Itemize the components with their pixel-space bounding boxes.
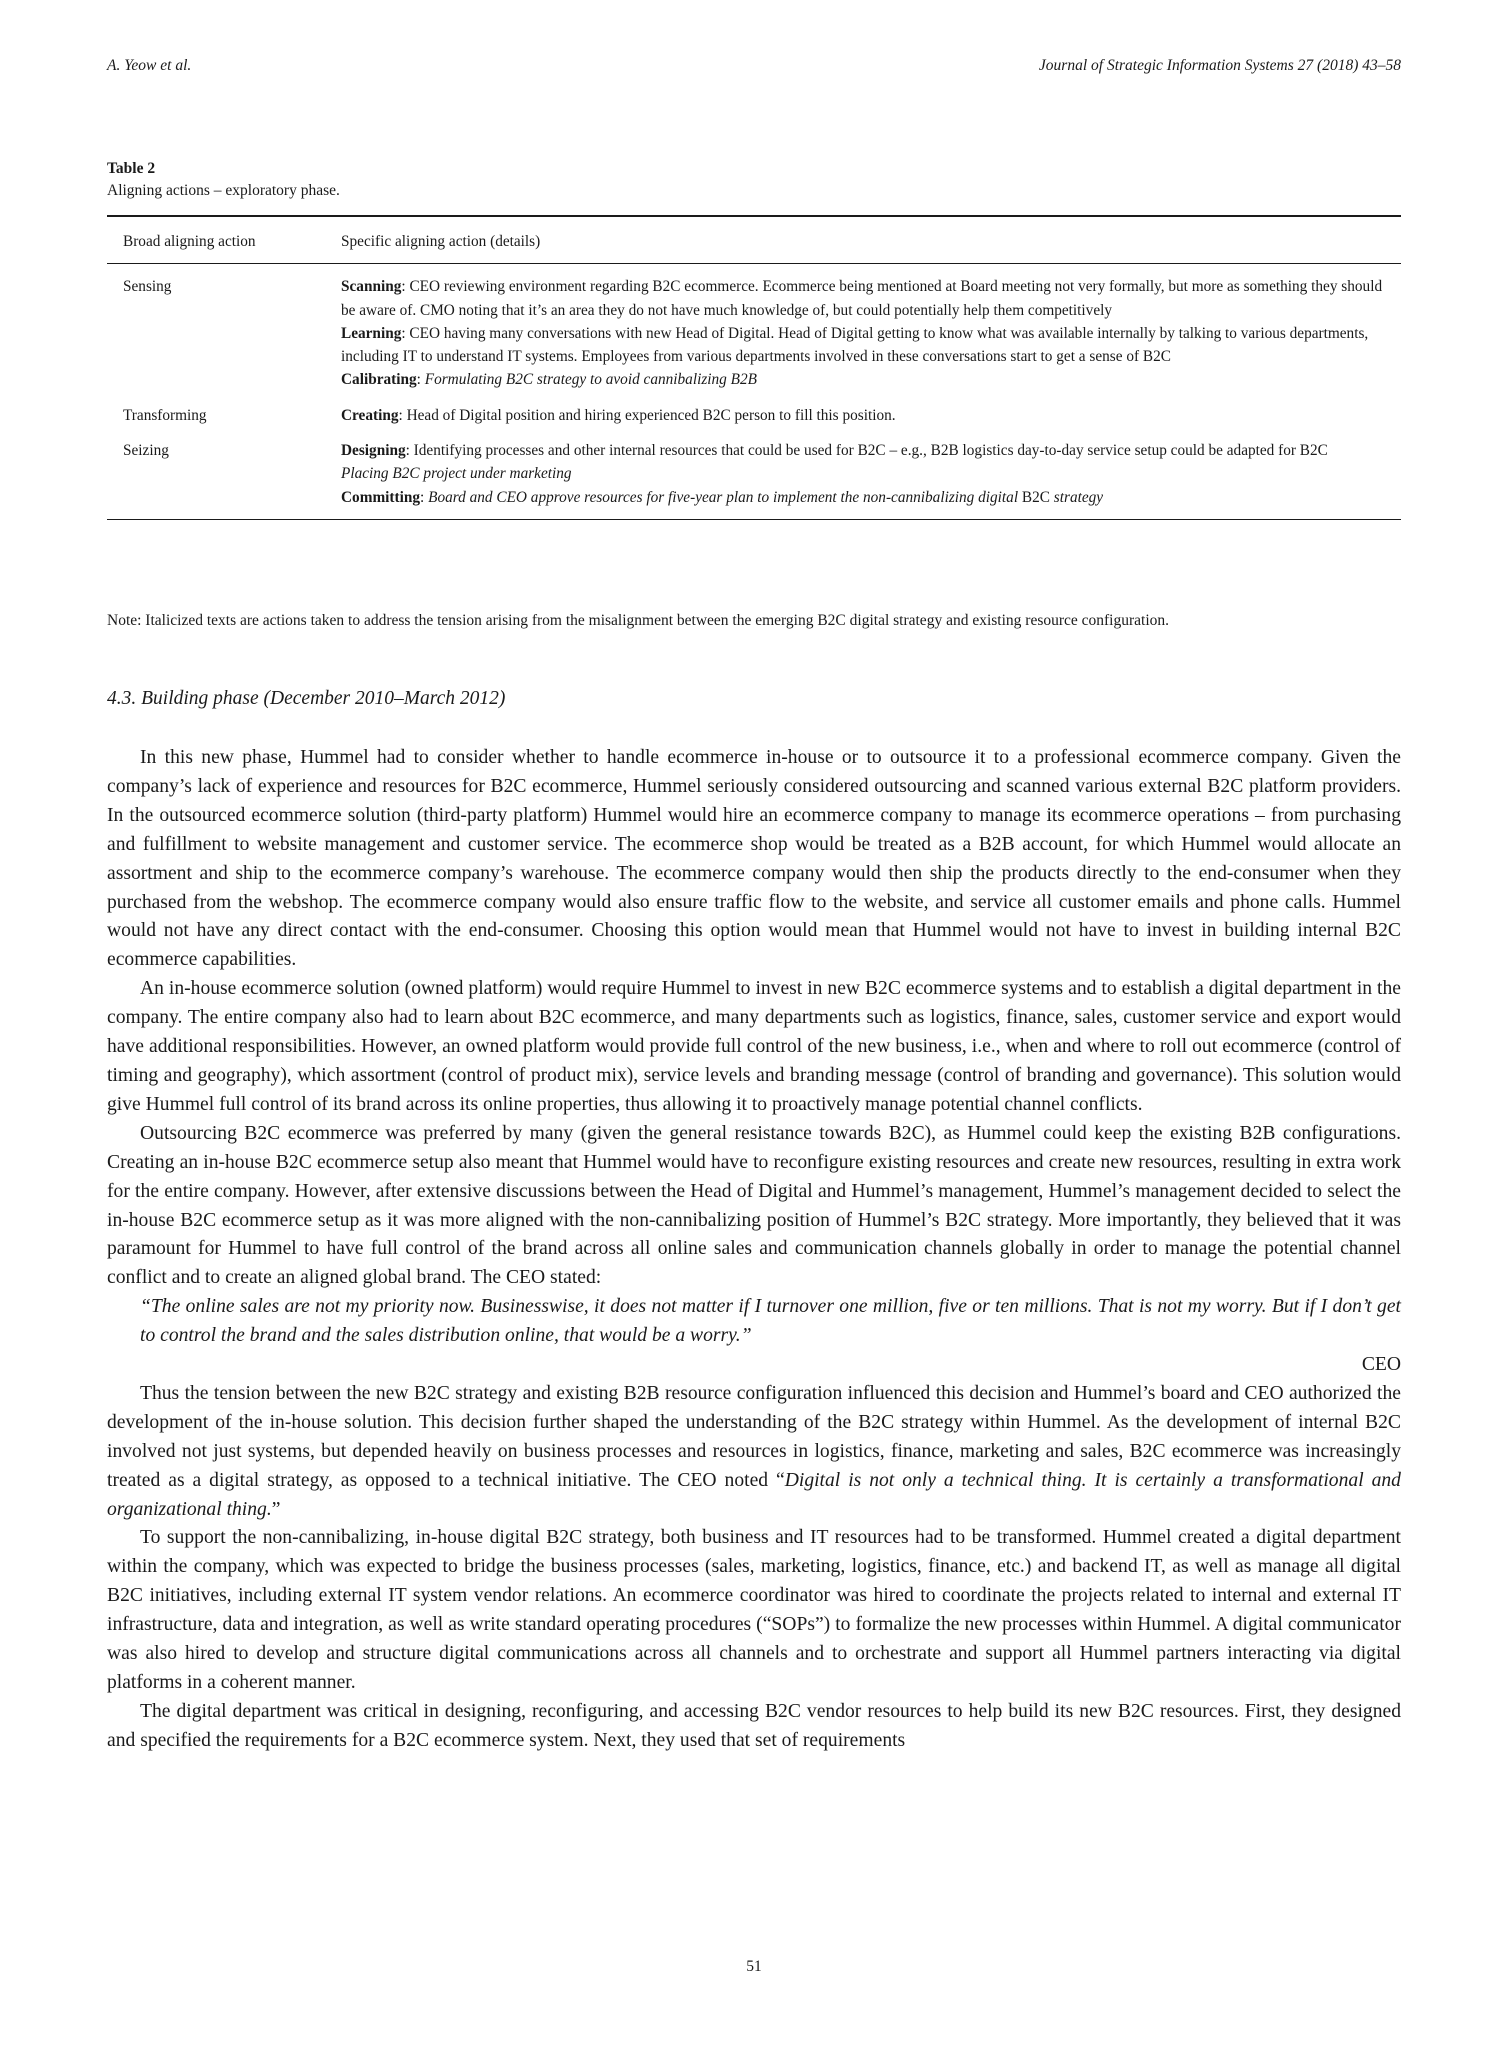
table-row — [107, 439, 1401, 509]
aligning-actions-table — [107, 215, 1401, 520]
paragraph: An in-house ecommerce solution (owned platform) would require Hummel to invest in new B2C ecommerce systems and to establish a digital department in the company. The entire company also had to learn about B2C ecommerce, and many departments such as logistics, finance, sales, customer service and export would have additional responsibilities. However, an owned platform would provide full control of the new business, i.e., when and where to roll out ecommerce (control of timing and geography), which assortment (control of product mix), service levels and branding message (control of branding and governance). This solution would give Hummel full control of its brand across its online properties, thus allowing it to proactively manage potential channel conflicts. — [107, 978, 1401, 1115]
designing-entry — [341, 439, 1389, 462]
committing-text-italic: Board and CEO approve resources for five-year plan to implement the non-cannibalizing digital — [428, 488, 1019, 506]
calibrating-label: Calibrating — [341, 371, 417, 389]
calibrating-entry — [341, 368, 1389, 391]
designing-label: Designing — [341, 442, 406, 460]
learning-label: Learning — [341, 324, 402, 342]
row-details-sensing — [341, 275, 1401, 391]
creating-text: : Head of Digital position and hiring experienced B2C person to fill this position. — [398, 406, 896, 424]
table-body — [107, 264, 1401, 519]
paragraph: The digital department was critical in designing, reconfiguring, and accessing B2C vendor resources to help build its new B2C resources. First, they designed and specified the requirements for a B2C ecommerce system. Next, they used that set of requirements — [107, 1700, 1401, 1751]
scanning-text: : CEO reviewing environment regarding B2C ecommerce. Ecommerce being mentioned at Board meeting not very formally, but more as something they should be aware of. CMO noting that it’s an area they do not have much knowledge of, but could potentially help them competitively — [341, 278, 1383, 319]
closing-quote-mark: ” — [271, 1498, 281, 1520]
paragraph: Outsourcing B2C ecommerce was preferred by many (given the general resistance towards B2C), as Hummel could keep the existing B2B configurations. Creating an in-house B2C ecommerce setup also meant that Hummel would have to reconfigure existing resources and create new resources, resulting in extra work for the entire company. However, after extensive discussions between the Head of Digital and Hummel’s management, Hummel’s management decided to select the in-house B2C ecommerce setup as it was more aligned with the non-cannibalizing position of Hummel’s B2C strategy. More importantly, they believed that it was paramount for Hummel to have full control of the brand across all online sales and communication channels globally in order to manage the potential channel conflict and to create an aligned global brand. The CEO stated: — [107, 1122, 1401, 1289]
table-note: Note: Italicized texts are actions taken to address the tension arising from the misalignment between the emerging B2C digital strategy and existing resource configuration. — [107, 612, 1170, 629]
paragraph: To support the non-cannibalizing, in-house digital B2C strategy, both business and IT resources had to be transformed. Hummel created a digital department within the company, which was expected to bridge the business processes (sales, marketing, logistics, finance, etc.) and backend IT, as well as manage all digital B2C initiatives, including external IT system vendor relations. An ecommerce coordinator was hired to coordinate the projects related to internal and external IT infrastructure, data and integration, as well as write standard operating procedures (“SOPs”) to formalize the new processes within Hummel. A digital communicator was also hired to develop and structure digital communications across all channels and to orchestrate and support all Hummel partners interacting via digital platforms in a coherent manner. — [107, 1527, 1401, 1693]
block-quote: “The online sales are not my priority now. Businesswise, it does not matter if I turnover one million, five or ten millions. That is not my worry. But if I don’t get to control the brand and the sales distribution online, that would be a worry.” — [140, 1296, 1401, 1347]
scanning-entry — [341, 275, 1389, 322]
committing-label: Committing — [341, 488, 421, 506]
placing-entry: Placing B2C project under marketing — [341, 465, 572, 483]
running-head-authors: A. Yeow et al. — [107, 57, 192, 74]
learning-text: : CEO having many conversations with new Head of Digital. Head of Digital getting to know what was available internally by talking to various departments, including IT to understand IT systems. Employees from various departments involved in these conversations start to get a sense of B2C — [341, 324, 1369, 366]
calibrating-text: Formulating B2C strategy to avoid cannibalizing B2B — [424, 371, 757, 389]
column-header-specific-action: Specific aligning action (details) — [341, 233, 541, 250]
table-caption — [107, 158, 340, 202]
body-text — [107, 744, 1401, 1756]
page-number: 51 — [746, 1958, 762, 1975]
row-action-seizing: Seizing — [123, 442, 169, 460]
learning-entry — [341, 322, 1389, 369]
section-heading: 4.3. Building phase (December 2010–March 2012) — [107, 688, 506, 709]
paragraph — [107, 1380, 1401, 1525]
row-details-transforming — [341, 404, 1401, 427]
inline-quote: Digital is not only a technical thing. It is certainly a transformational and organizational thing. — [107, 1469, 1401, 1520]
table-header-row — [107, 217, 1401, 264]
paragraph: In this new phase, Hummel had to consider whether to handle ecommerce in-house or to outsource it to a professional ecommerce company. Given the company’s lack of experience and resources for B2C ecommerce, Hummel seriously considered outsourcing and scanned various external B2C platform providers. In the outsourced ecommerce solution (third-party platform) Hummel would hire an ecommerce company to manage its ecommerce operations – from purchasing and fulfillment to website management and customer service. The ecommerce shop would be treated as a B2B account, for which Hummel would allocate an assortment and ship to the ecommerce company’s warehouse. The ecommerce company would then ship the products directly to the end-consumer when they purchased from the webshop. The ecommerce company would also ensure traffic flow to the website, and service all customer emails and phone calls. Hummel would not have any direct contact with the end-consumer. Choosing this option would mean that Hummel would not have to invest in building internal B2C ecommerce capabilities. — [107, 747, 1401, 971]
column-header-broad-action: Broad aligning action — [123, 233, 256, 250]
creating-entry — [341, 404, 1389, 427]
running-head-journal: Journal of Strategic Information Systems 27 (2018) 43–58 — [1038, 57, 1401, 74]
table-row — [107, 404, 1401, 427]
row-action-sensing: Sensing — [123, 278, 172, 296]
row-details-seizing — [341, 439, 1401, 509]
paragraph-text: Thus the tension between the new B2C strategy and existing B2B resource configuration influenced this decision and Hummel’s board and CEO authorized the development of the in-house solution. This decision further shaped the understanding of the B2C strategy within Hummel. As the development of internal B2C involved not just systems, but depended heavily on business processes and resources in logistics, finance, marketing and sales, B2C ecommerce was increasingly treated as a digital strategy, as opposed to a technical initiative. The CEO noted “ — [107, 1382, 1401, 1491]
committing-text-plain: B2C — [1018, 488, 1054, 506]
running-head — [107, 57, 1401, 75]
creating-label: Creating — [341, 406, 399, 424]
designing-text: : Identifying processes and other internal resources that could be used for B2C – e.g., B2B logistics day-to-day service setup could be adapted for B2C — [405, 442, 1328, 460]
quote-attribution: CEO — [1361, 1354, 1401, 1376]
table-title: Aligning actions – exploratory phase. — [107, 182, 340, 199]
committing-entry — [341, 486, 1389, 509]
table-row — [107, 275, 1401, 391]
table-label: Table 2 — [107, 160, 156, 177]
row-action-transforming: Transforming — [123, 406, 207, 424]
calibrating-separator: : — [416, 371, 425, 389]
scanning-label: Scanning — [341, 278, 402, 296]
committing-separator: : — [420, 488, 429, 506]
committing-text-end: strategy — [1053, 488, 1104, 506]
